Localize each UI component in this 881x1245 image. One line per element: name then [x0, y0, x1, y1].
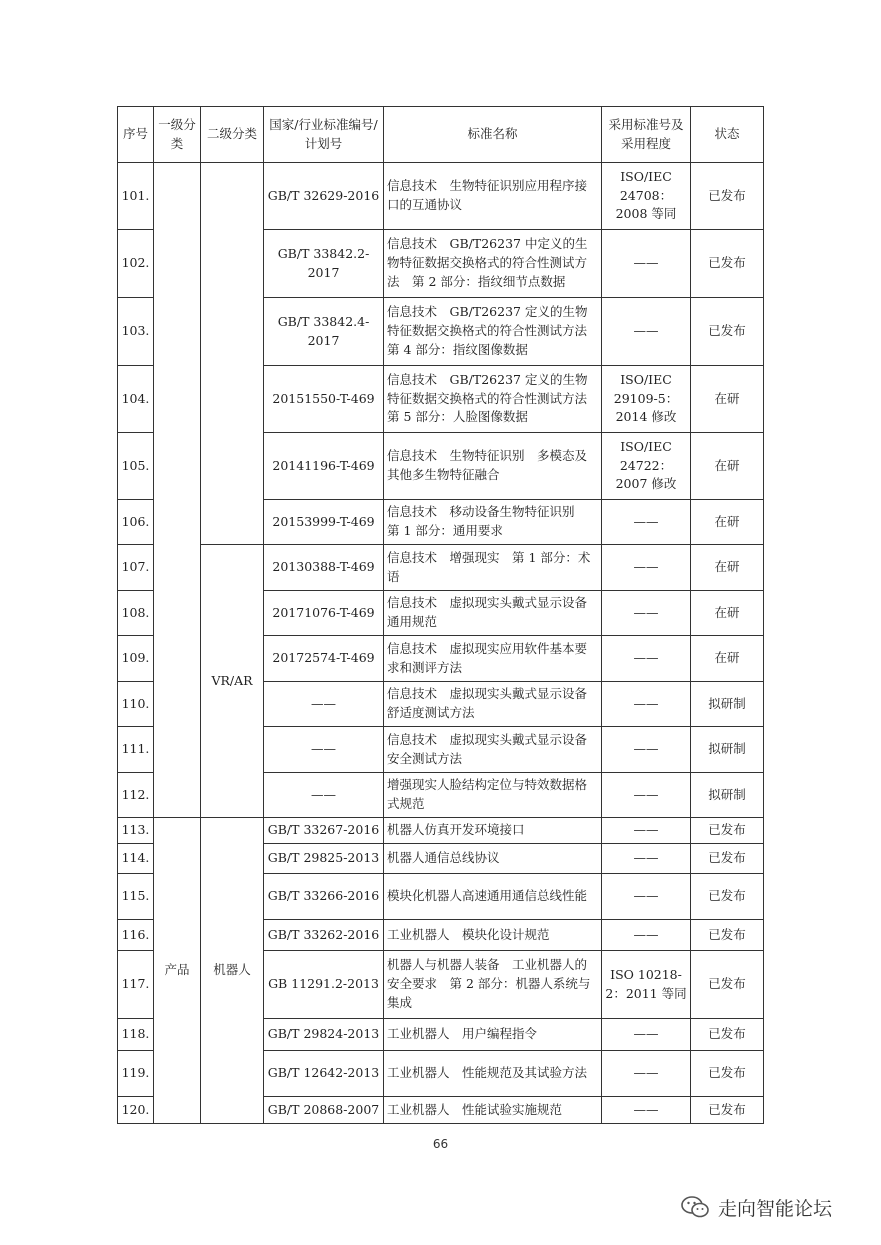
row-name: 信息技术 GB/T26237 中定义的生物特征数据交换格式的符合性测试方法 第 2 部分：指纹细节点数据: [384, 230, 602, 298]
row-code: 20141196-T-469: [264, 433, 384, 500]
row-code: 20153999-T-469: [264, 500, 384, 545]
row-status: 已发布: [691, 844, 764, 874]
row-code: GB/T 29825-2013: [264, 844, 384, 874]
table-row: [118, 163, 764, 230]
row-code: GB/T 33842.2-2017: [264, 230, 384, 298]
row-name: 信息技术 GB/T26237 定义的生物特征数据交换格式的符合性测试方法 第 5 部分：人脸图像数据: [384, 366, 602, 433]
wechat-icon: [680, 1195, 710, 1219]
row-name: 机器人通信总线协议: [384, 844, 602, 874]
row-code: GB/T 12642-2013: [264, 1051, 384, 1097]
row-code: GB/T 33842.4-2017: [264, 298, 384, 366]
row-adopt: ——: [602, 874, 691, 920]
row-seq: 112.: [118, 773, 154, 818]
level2-vrar: VR/AR: [201, 545, 264, 818]
row-adopt: ——: [602, 500, 691, 545]
row-status: 已发布: [691, 874, 764, 920]
row-status: 已发布: [691, 920, 764, 951]
row-name: 信息技术 虚拟现实头戴式显示设备安全测试方法: [384, 727, 602, 773]
row-code: ——: [264, 773, 384, 818]
row-name: 信息技术 增强现实 第 1 部分：术语: [384, 545, 602, 591]
level2-cell-empty: [201, 163, 264, 545]
row-adopt: ——: [602, 920, 691, 951]
level1-product: 产品: [154, 818, 201, 1124]
row-status: 已发布: [691, 298, 764, 366]
row-code: GB/T 33262-2016: [264, 920, 384, 951]
row-status: 在研: [691, 433, 764, 500]
row-code: GB/T 33266-2016: [264, 874, 384, 920]
row-code: GB 11291.2-2013: [264, 951, 384, 1019]
row-status: 已发布: [691, 1019, 764, 1051]
header-status: 状态: [691, 107, 764, 163]
table-header-row: [118, 107, 764, 163]
row-status: 已发布: [691, 230, 764, 298]
row-seq: 104.: [118, 366, 154, 433]
row-code: GB/T 29824-2013: [264, 1019, 384, 1051]
header-adopt: 采用标准号及采用程度: [602, 107, 691, 163]
row-status: 已发布: [691, 1097, 764, 1124]
row-adopt: ISO/IEC 29109-5：2014 修改: [602, 366, 691, 433]
row-adopt: ——: [602, 298, 691, 366]
header-name: 标准名称: [384, 107, 602, 163]
row-status: 拟研制: [691, 727, 764, 773]
row-code: ——: [264, 727, 384, 773]
row-name: 信息技术 虚拟现实应用软件基本要求和测评方法: [384, 636, 602, 682]
row-code: GB/T 32629-2016: [264, 163, 384, 230]
row-status: 已发布: [691, 1051, 764, 1097]
row-name: 工业机器人 性能试验实施规范: [384, 1097, 602, 1124]
row-adopt: ——: [602, 1051, 691, 1097]
row-status: 已发布: [691, 163, 764, 230]
header-level1: 一级分类: [154, 107, 201, 163]
table-row: [118, 545, 764, 591]
row-adopt: ——: [602, 1097, 691, 1124]
row-name: 信息技术 GB/T26237 定义的生物特征数据交换格式的符合性测试方法 第 4 部分：指纹图像数据: [384, 298, 602, 366]
row-code: 20172574-T-469: [264, 636, 384, 682]
row-code: ——: [264, 682, 384, 727]
row-adopt: ——: [602, 727, 691, 773]
row-adopt: ——: [602, 773, 691, 818]
row-adopt: ——: [602, 230, 691, 298]
row-seq: 111.: [118, 727, 154, 773]
watermark: [680, 1192, 832, 1222]
row-name: 信息技术 移动设备生物特征识别 第 1 部分：通用要求: [384, 500, 602, 545]
row-seq: 102.: [118, 230, 154, 298]
row-name: 工业机器人 用户编程指令: [384, 1019, 602, 1051]
row-seq: 103.: [118, 298, 154, 366]
row-seq: 115.: [118, 874, 154, 920]
row-seq: 114.: [118, 844, 154, 874]
row-status: 在研: [691, 636, 764, 682]
row-seq: 118.: [118, 1019, 154, 1051]
row-adopt: ——: [602, 591, 691, 636]
row-seq: 109.: [118, 636, 154, 682]
level1-cell-empty: [154, 163, 201, 818]
row-adopt: ——: [602, 682, 691, 727]
standards-table: [117, 106, 764, 1124]
level2-robot: 机器人: [201, 818, 264, 1124]
row-seq: 120.: [118, 1097, 154, 1124]
header-code: 国家/行业标准编号/计划号: [264, 107, 384, 163]
row-status: 拟研制: [691, 682, 764, 727]
table-row: [118, 818, 764, 844]
row-adopt: ——: [602, 545, 691, 591]
header-level2: 二级分类: [201, 107, 264, 163]
header-seq: 序号: [118, 107, 154, 163]
row-code: 20151550-T-469: [264, 366, 384, 433]
row-status: 在研: [691, 366, 764, 433]
row-adopt: ——: [602, 844, 691, 874]
row-seq: 105.: [118, 433, 154, 500]
row-name: 模块化机器人高速通用通信总线性能: [384, 874, 602, 920]
row-name: 工业机器人 模块化设计规范: [384, 920, 602, 951]
row-status: 已发布: [691, 818, 764, 844]
row-code: 20130388-T-469: [264, 545, 384, 591]
row-adopt: ——: [602, 818, 691, 844]
row-code: 20171076-T-469: [264, 591, 384, 636]
watermark-text: 走向智能论坛: [718, 1197, 833, 1220]
row-name: 信息技术 生物特征识别 多模态及其他多生物特征融合: [384, 433, 602, 500]
row-status: 拟研制: [691, 773, 764, 818]
row-seq: 106.: [118, 500, 154, 545]
row-adopt: ISO/IEC 24708：2008 等同: [602, 163, 691, 230]
row-seq: 117.: [118, 951, 154, 1019]
row-adopt: ——: [602, 636, 691, 682]
row-name: 机器人仿真开发环境接口: [384, 818, 602, 844]
row-adopt: ISO/IEC 24722：2007 修改: [602, 433, 691, 500]
row-seq: 107.: [118, 545, 154, 591]
row-code: GB/T 33267-2016: [264, 818, 384, 844]
row-status: 已发布: [691, 951, 764, 1019]
row-code: GB/T 20868-2007: [264, 1097, 384, 1124]
row-status: 在研: [691, 545, 764, 591]
row-seq: 116.: [118, 920, 154, 951]
row-name: 机器人与机器人装备 工业机器人的安全要求 第 2 部分：机器人系统与集成: [384, 951, 602, 1019]
row-seq: 113.: [118, 818, 154, 844]
row-adopt: ISO 10218-2：2011 等同: [602, 951, 691, 1019]
page-number: 66: [432, 1137, 449, 1151]
row-adopt: ——: [602, 1019, 691, 1051]
row-status: 在研: [691, 500, 764, 545]
row-status: 在研: [691, 591, 764, 636]
row-seq: 119.: [118, 1051, 154, 1097]
row-name: 工业机器人 性能规范及其试验方法: [384, 1051, 602, 1097]
row-name: 增强现实人脸结构定位与特效数据格式规范: [384, 773, 602, 818]
row-seq: 110.: [118, 682, 154, 727]
row-name: 信息技术 虚拟现实头戴式显示设备通用规范: [384, 591, 602, 636]
row-seq: 108.: [118, 591, 154, 636]
row-name: 信息技术 生物特征识别应用程序接口的互通协议: [384, 163, 602, 230]
row-name: 信息技术 虚拟现实头戴式显示设备舒适度测试方法: [384, 682, 602, 727]
row-seq: 101.: [118, 163, 154, 230]
